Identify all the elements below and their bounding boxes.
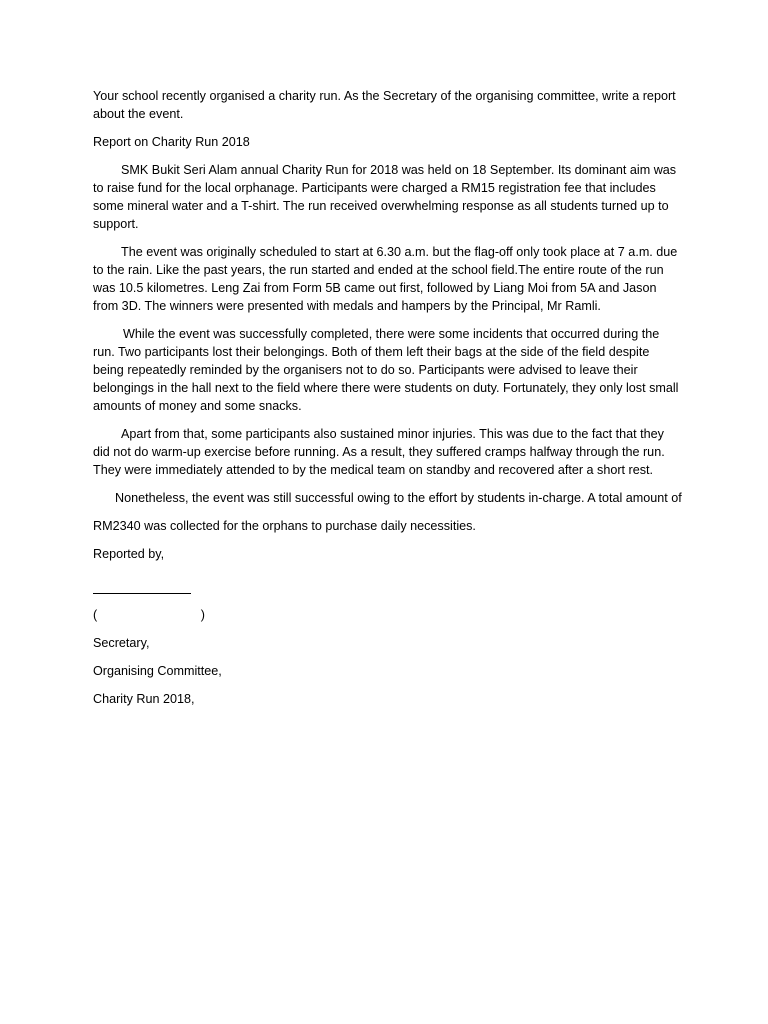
paragraph-1: SMK Bukit Seri Alam annual Charity Run for 2018 was held on 18 September. Its dominant aim was to raise fund for the local orphanage. Participants were charged a RM15 registration fee that includes some mineral water and a T-shirt. The run received overwhelming response as all students turned up to support. (93, 163, 677, 231)
bracket-close: ) (200, 608, 205, 622)
name-brackets (93, 606, 205, 624)
report-title: Report on Charity Run 2018 (93, 135, 250, 149)
signature-event: Charity Run 2018, (93, 692, 195, 706)
task-prompt: Your school recently organised a charity run. As the Secretary of the organising committee, write a report about the event. (93, 89, 676, 121)
signature-line (93, 579, 191, 594)
bracket-open: ( (93, 608, 98, 622)
report-document (93, 87, 683, 718)
paragraph-2: The event was originally scheduled to start at 6.30 a.m. but the flag-off only took place at 7 a.m. due to the rain. Like the past years, the run started and ended at the school field.The entire route of the run was 10.5 kilometres. Leng Zai from Form 5B came out first, followed by Liang Moi from 5A and Jason from 3D. The winners were presented with medals and hampers by the Principal, Mr Ramli. (93, 245, 678, 313)
paragraph-3: While the event was successfully completed, there were some incidents that occurred during the run. Two participants lost their belongings. Both of them left their bags at the side of the field despite being repeatedly reminded by the organisers not to do so. Participants were advised to leave their belongings in the hall next to the field where there were students on duty. Fortunately, they only lost small amounts of money and some snacks. (93, 327, 679, 413)
closing-line: RM2340 was collected for the orphans to purchase daily necessities. (93, 519, 476, 533)
paragraph-4: Apart from that, some participants also sustained minor injuries. This was due to the fact that they did not do warm-up exercise before running. As a result, they suffered cramps halfway through the run. They were immediately attended to by the medical team on standby and recovered after a short rest. (93, 427, 665, 477)
paragraph-5: Nonetheless, the event was still successful owing to the effort by students in-charge. A total amount of (115, 491, 682, 505)
signature-role: Secretary, (93, 636, 150, 650)
reported-by: Reported by, (93, 547, 165, 561)
signature-block (93, 634, 683, 708)
signature-committee: Organising Committee, (93, 664, 222, 678)
